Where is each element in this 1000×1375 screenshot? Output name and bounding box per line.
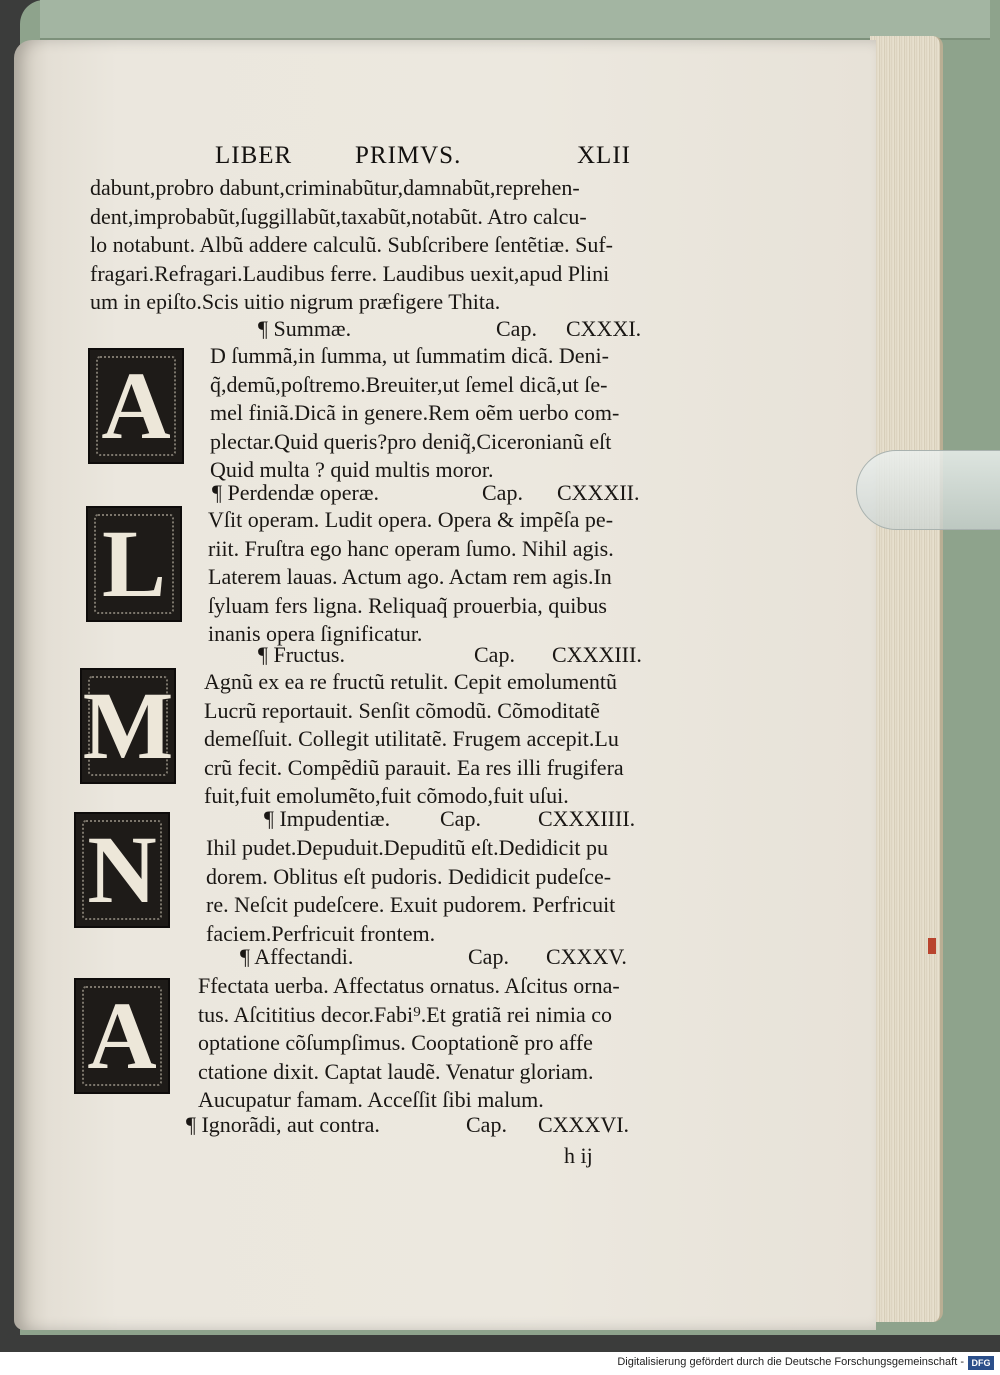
decorated-initial	[74, 812, 170, 928]
text-line: fragari.Refragari.Laudibus ferre. Laudibus uexit,apud Plini	[90, 260, 610, 286]
chapter-cap-label: Cap.	[496, 316, 537, 341]
initial-letter: M	[82, 672, 174, 779]
chapter-heading	[258, 316, 642, 342]
text-line: crũ fecit. Compẽdiũ parauit. Ea res illi frugifera	[204, 754, 624, 780]
header-left: LIBER	[215, 142, 293, 169]
chapter-paragraph	[204, 668, 624, 811]
chapter-title: ¶ Fructus.	[258, 642, 345, 667]
signature-mark: h ij	[564, 1143, 593, 1168]
chapter-title: ¶ Impudentiæ.	[264, 806, 391, 831]
intro-paragraph	[90, 174, 613, 317]
text-line: riit. Fruſtra ego hanc operam ſumo. Nihil agis.	[208, 535, 614, 561]
text-line: Agnũ ex ea re fructũ retulit. Cepit emolumentũ	[204, 669, 617, 694]
digitization-footer	[0, 1352, 1000, 1375]
chapter-title: ¶ Perdendæ operæ.	[212, 480, 379, 505]
chapter-paragraph	[208, 506, 614, 649]
folio-number: XLII	[577, 142, 631, 169]
chapter-paragraph	[206, 834, 615, 948]
text-line: D ſummã,in ſumma, ut ſummatim dicã. Deni-	[210, 343, 609, 368]
chapter-title: ¶ Ignorãdi, aut contra.	[186, 1112, 380, 1137]
text-line: re. Neſcit pudeſcere. Exuit pudorem. Perfricuit	[206, 892, 616, 918]
initial-letter: N	[87, 816, 157, 923]
chapter-title: ¶ Affectandi.	[240, 944, 354, 969]
book-cover-top-edge	[40, 0, 990, 40]
chapter-title: ¶ Summæ.	[258, 316, 352, 341]
chapter-number: CXXXVI.	[538, 1112, 630, 1137]
chapter-number: CXXXIIII.	[538, 806, 636, 831]
text-line: tus. Aſcititius decor.Fabi⁹.Et gratiã rei nimia co	[198, 1001, 612, 1027]
decorated-initial	[88, 348, 184, 464]
decorated-initial	[86, 506, 182, 622]
text-line: um in epiſto.Scis uitio nigrum præfigere Thita.	[90, 289, 501, 315]
chapter-cap-label: Cap.	[440, 806, 481, 831]
chapter-heading	[264, 806, 636, 832]
decorated-initial	[80, 668, 176, 784]
text-line: Aucupatur famam. Acceſſit ſibi malum.	[198, 1087, 544, 1113]
text-line: dabunt,probro dabunt,criminabũtur,damnabũt,reprehen-	[90, 175, 580, 200]
text-line: dorem. Oblitus eſt pudoris. Dedidicit pudeſce-	[206, 863, 612, 889]
initial-letter: A	[87, 982, 157, 1089]
text-line: Laterem lauas. Actum ago. Actam rem agis.In	[208, 564, 612, 590]
chapter-number: CXXXII.	[557, 480, 640, 505]
initial-letter: L	[101, 510, 167, 617]
chapter-paragraph	[210, 342, 619, 485]
text-line: ctatione dixit. Captat laudẽ. Venatur gloriam.	[198, 1058, 594, 1084]
text-line: q̃,demũ,poſtremo.Breuiter,ut ſemel dicã,ut ſe-	[210, 371, 608, 397]
text-line: fuit,fuit emolumẽto,fuit cõmodo,fuit uſui.	[204, 783, 569, 809]
text-line: ſyluam fers ligna. Reliquaq̃ prouerbia, quibus	[208, 592, 607, 618]
chapter-heading	[258, 642, 642, 668]
chapter-number: CXXXIII.	[552, 642, 642, 667]
chapter-cap-label: Cap.	[468, 944, 509, 969]
text-line: Vſit operam. Ludit opera. Opera & impẽſa pe-	[208, 507, 614, 532]
bookmark-ribbon	[928, 938, 936, 954]
text-line: inanis opera ſignificatur.	[208, 621, 423, 647]
initial-letter: A	[101, 352, 171, 459]
chapter-number: CXXXV.	[546, 944, 627, 969]
funding-credit: Digitalisierung gefördert durch die Deutsche Forschungsgemeinschaft -	[617, 1356, 964, 1368]
text-line: dent,improbabũt,ſuggillabũt,taxabũt,notabũt. Atro calcu-	[90, 203, 587, 229]
text-line: optatione cõſumpſimus. Cooptationẽ pro affe	[198, 1030, 593, 1056]
chapter-number: CXXXI.	[566, 316, 642, 341]
text-line: demeſſuit. Collegit utilitatẽ. Frugem accepit.Lu	[204, 726, 619, 752]
page-edges	[870, 36, 943, 1322]
header-center: PRIMVS.	[355, 142, 462, 169]
chapter-cap-label: Cap.	[482, 480, 523, 505]
text-line: faciem.Perfricuit frontem.	[206, 920, 436, 946]
text-line: Ihil pudet.Depuduit.Depuditũ eſt.Dedidicit pu	[206, 835, 609, 860]
chapter-heading	[186, 1112, 630, 1138]
dfg-logo: DFG	[968, 1356, 994, 1370]
chapter-heading	[212, 480, 640, 506]
text-line: Ffectata uerba. Affectatus ornatus. Aſcitus orna-	[198, 973, 620, 998]
chapter-paragraph	[198, 972, 620, 1115]
chapter-cap-label: Cap.	[466, 1112, 507, 1137]
text-line: plectar.Quid queris?pro deniq̃,Ciceronianũ eſt	[210, 428, 612, 454]
page-clip-tab	[856, 450, 1000, 530]
decorated-initial	[74, 978, 170, 1094]
text-line: Lucrũ reportauit. Senſit cõmodũ. Cõmoditatẽ	[204, 697, 600, 723]
text-line: lo notabunt. Albũ addere calculũ. Subſcribere ſentẽtiæ. Suf-	[90, 232, 613, 258]
text-line: Quid multa ? quid multis moror.	[210, 457, 494, 483]
chapter-cap-label: Cap.	[474, 642, 515, 667]
text-line: mel finiã.Dicã in genere.Rem oẽm uerbo com-	[210, 400, 620, 426]
chapter-heading	[240, 944, 627, 970]
